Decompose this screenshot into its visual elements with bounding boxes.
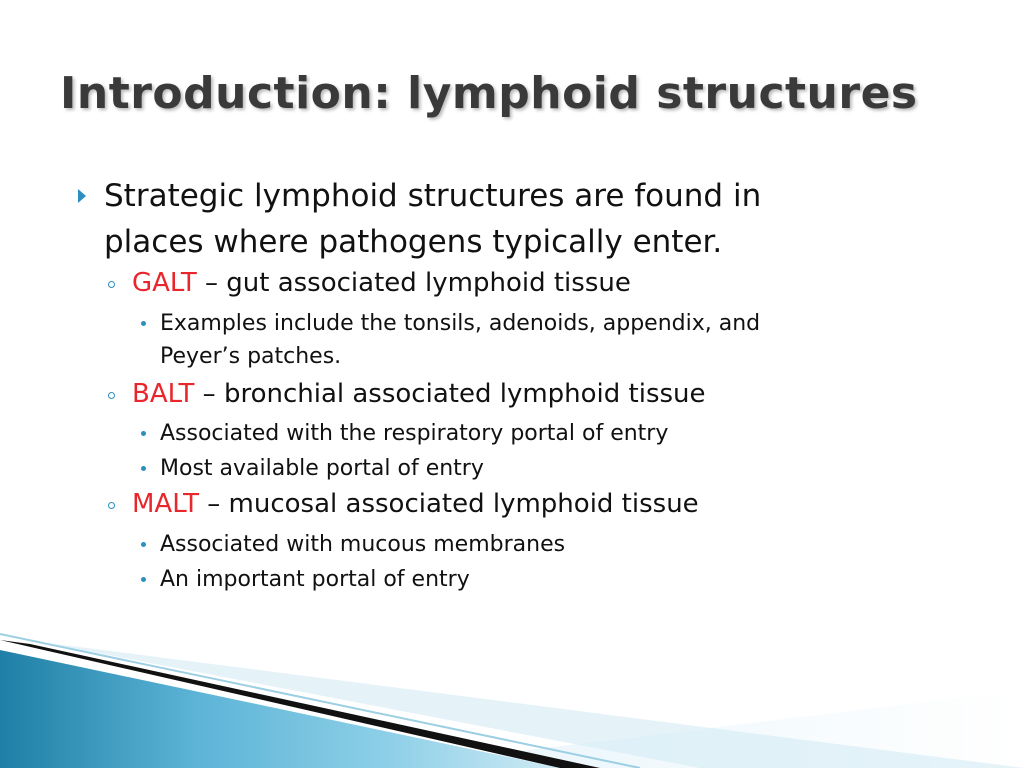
balt-acronym: BALT bbox=[132, 379, 195, 409]
balt-sub-item-1: Associated with the respiratory portal of entry bbox=[160, 421, 669, 446]
triangle-bullet-icon bbox=[78, 189, 86, 203]
footer-wave-decoration bbox=[0, 630, 1024, 768]
galt-example-line-1: Examples include the tonsils, adenoids, appendix, and bbox=[160, 311, 761, 336]
dot-bullet-icon bbox=[141, 466, 146, 471]
main-bullet-line-1: Strategic lymphoid structures are found in bbox=[104, 178, 762, 214]
dot-bullet-icon bbox=[141, 431, 146, 436]
circle-bullet-icon bbox=[108, 392, 115, 399]
malt-acronym: MALT bbox=[132, 489, 200, 519]
dot-bullet-icon bbox=[141, 577, 146, 582]
malt-description: – mucosal associated lymphoid tissue bbox=[199, 489, 699, 519]
galt-description: – gut associated lymphoid tissue bbox=[196, 268, 631, 298]
slide-title: Introduction: lymphoid structures bbox=[60, 68, 918, 119]
malt-sub-item-1: Associated with mucous membranes bbox=[160, 532, 566, 557]
dot-bullet-icon bbox=[141, 542, 146, 547]
dot-bullet-icon bbox=[141, 321, 146, 326]
circle-bullet-icon bbox=[108, 502, 115, 509]
malt-item bbox=[132, 489, 699, 519]
galt-item bbox=[132, 268, 631, 298]
balt-sub-item-2: Most available portal of entry bbox=[160, 456, 484, 481]
circle-bullet-icon bbox=[108, 281, 115, 288]
balt-description: – bronchial associated lymphoid tissue bbox=[194, 379, 706, 409]
malt-sub-item-2: An important portal of entry bbox=[160, 567, 470, 592]
main-bullet-line-2: places where pathogens typically enter. bbox=[104, 224, 723, 260]
balt-item bbox=[132, 379, 706, 409]
galt-acronym: GALT bbox=[132, 268, 197, 298]
galt-example-line-2: Peyer’s patches. bbox=[160, 344, 342, 369]
